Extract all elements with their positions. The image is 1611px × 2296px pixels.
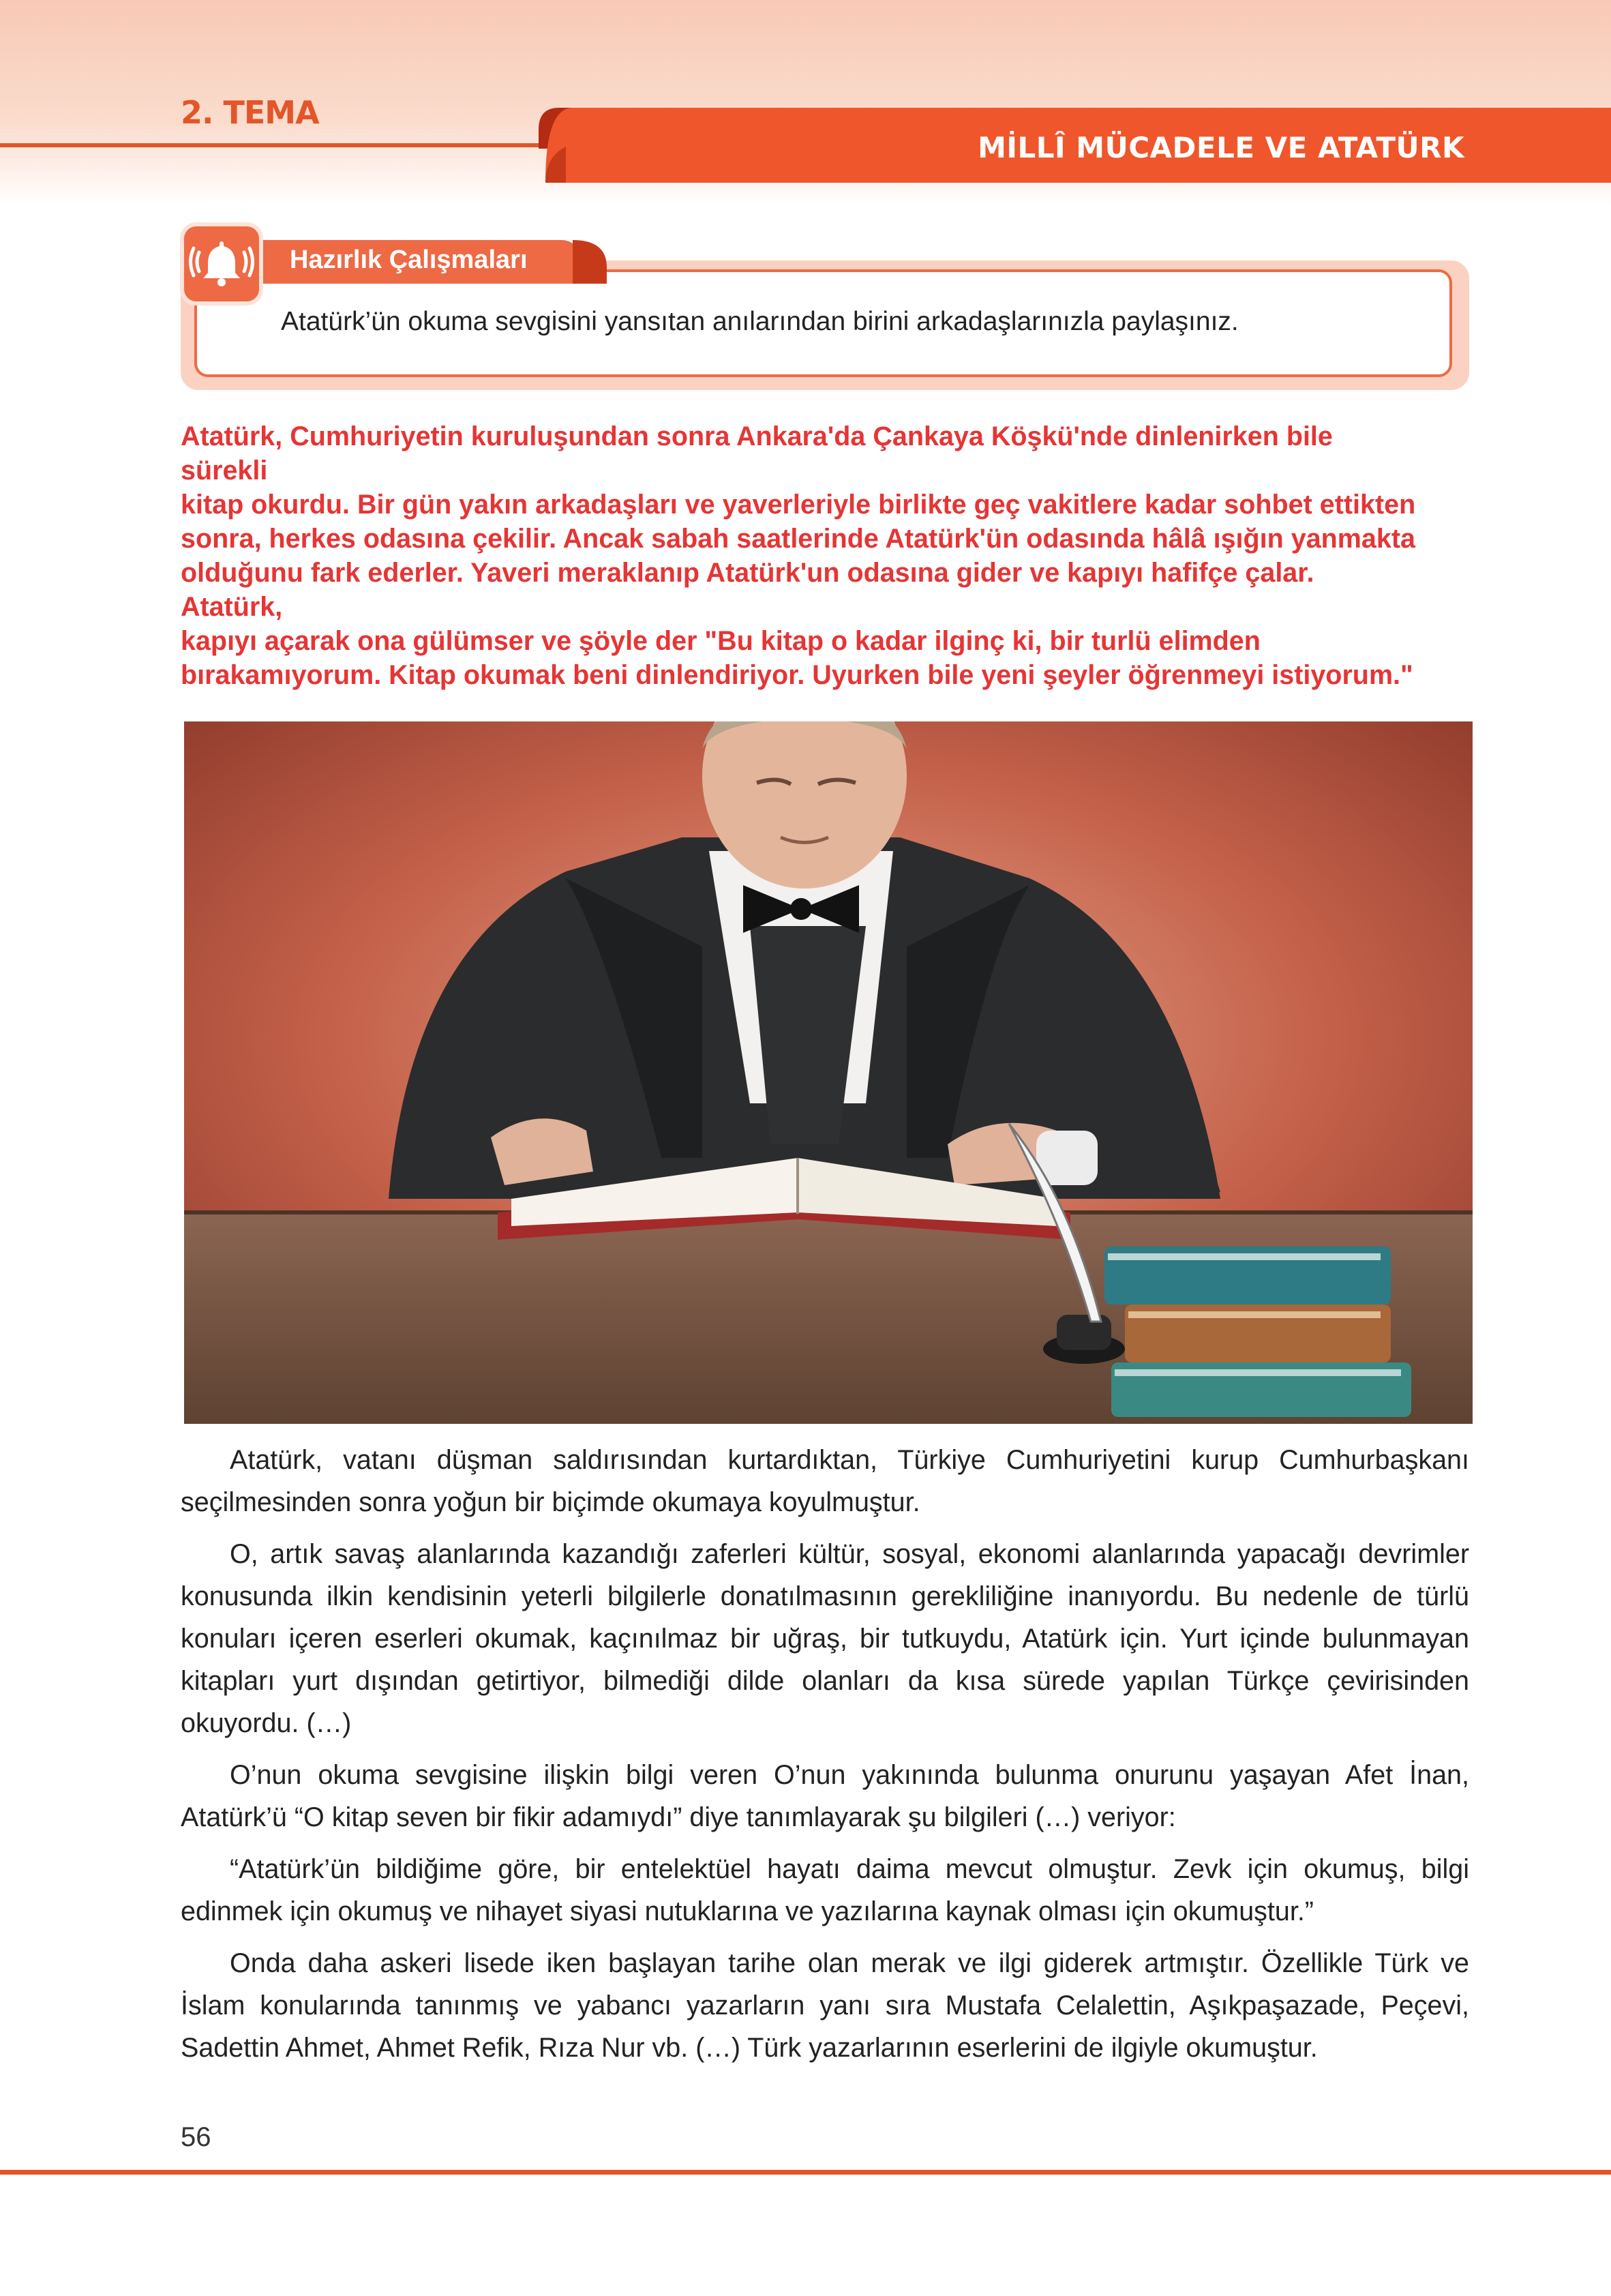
anecdote-line: bırakamıyorum. Kitap okumak beni dinlendiriyor. Uyurken bile yeni şeyler öğrenmeyi istiyorum." [181,660,1413,690]
anecdote-line: sürekli [181,456,268,486]
tab-curl [573,240,614,284]
body-paragraph: “Atatürk’ün bildiğime göre, bir entelektüel hayatı daima mevcut olmuştur. Zevk için okumuş, bilgi edinmek için okumuş ve nihayet siyasi nutuklarına ve yazılarına kaynak olması için okumuştur.” [181,1854,1469,1926]
bell-icon [180,222,263,305]
reading-illustration [184,721,1473,1424]
body-paragraph: Onda daha askeri lisede iken başlayan tarihe olan merak ve ilgi giderek artmıştır. Özellikle Türk ve İslam konularında tanınmış ve yabancı yazarların yanı sıra Mustafa Celalettin, Aşıkpaşazade, Peçevi, Sadettin Ahmet, Ahmet Refik, Rıza Nur vb. (…) Türk yazarlarının eserlerini de ilgiyle okumuştur. [181,1948,1469,2063]
anecdote-line: sonra, herkes odasına çekilir. Ancak sabah saatlerinde Atatürk'ün odasında hâlâ ışığın yanmakta [181,524,1415,554]
anecdote-paragraph [181,419,1496,692]
body-text [181,1439,1469,2078]
anecdote-line: kitap okurdu. Bir gün yakın arkadaşları ve yaverleriyle birlikte geç vakitlere kadar sohbet ettikten [181,490,1416,520]
anecdote-line: olduğunu fark ederler. Yaveri meraklanıp Atatürk'un odasına gider ve kapıyı hafifçe çalar. [181,558,1314,588]
section-title: MİLLÎ MÜCADELE VE ATATÜRK [978,131,1464,164]
anecdote-line: Atatürk, Cumhuriyetin kuruluşundan sonra Ankara'da Çankaya Köşkü'nde dinlenirken bile [181,421,1333,451]
theme-number: 2. TEMA [181,94,319,131]
body-paragraph: Atatürk, vatanı düşman saldırısından kurtardıktan, Türkiye Cumhuriyetini kurup Cumhurbaşkanı seçilmesinden sonra yoğun bir biçimde okumaya koyulmuştur. [181,1445,1469,1517]
anecdote-line: kapıyı açarak ona gülümser ve şöyle der "Bu kitap o kadar ilginç ki, bir turlü elimden [181,626,1261,656]
body-paragraph: O, artık savaş alanlarında kazandığı zaferleri kültür, sosyal, ekonomi alanlarında yapacağı devrimler konusunda ilkin kendisinin yeterli bilgilerle donatılmasının gerekliliğine inanıyordu. Bu nedenle de türlü konuları içeren eserleri okumak, kaçınılmaz bir uğraş, bir tutkuydu, Atatürk için. Yurt içinde bulunmayan kitapları yurt dışından getirtiyor, bilmediği dilde olanları da kısa sürede yapılan Türkçe çevirisinden okuyordu. (…) [181,1539,1469,1738]
page-number: 56 [181,2122,211,2152]
preparation-instruction: Atatürk’ün okuma sevgisini yansıtan anılarından birini arkadaşlarınızla paylaşınız. [281,307,1239,336]
anecdote-line: Atatürk, [181,592,283,622]
preparation-label: Hazırlık Çalışmaları [290,245,528,274]
footer-rule [0,2170,1611,2175]
body-paragraph: O’nun okuma sevgisine ilişkin bilgi veren O’nun yakınında bulunma onurunu yaşayan Afet İnan, Atatürk’ü “O kitap seven bir fikir adamıydı” diye tanımlayarak şu bilgileri (…) veriyor: [181,1760,1469,1832]
section-banner [0,0,1611,198]
